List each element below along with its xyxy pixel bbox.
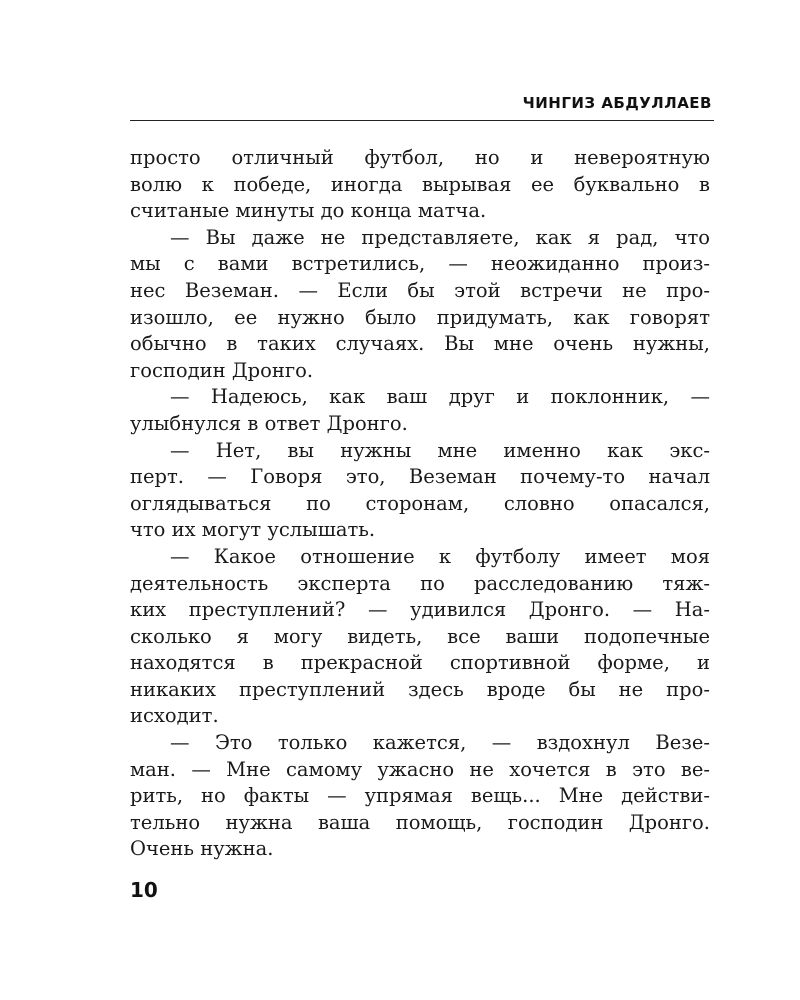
text-line: тельно нужна ваша помощь, господин Дронго. — [130, 810, 710, 834]
text-line: — Вы даже не представляете, как я рад, что — [170, 225, 710, 249]
text-line: исходит. — [130, 704, 219, 728]
text-line: Очень нужна. — [130, 837, 274, 861]
running-header — [130, 92, 714, 121]
text-line: считаные минуты до конца матча. — [130, 199, 487, 223]
text-line: господин Дронго. — [130, 358, 314, 382]
body-text — [130, 145, 710, 863]
text-line: сколько я могу видеть, все ваши подопечные — [130, 624, 710, 648]
text-line: ман. — Мне самому ужасно не хочется в это ве- — [130, 757, 710, 781]
text-line: нес Веземан. — Если бы этой встречи не про- — [130, 278, 710, 302]
text-line: изошло, ее нужно было придумать, как говорят — [130, 305, 710, 329]
text-line: просто отличный футбол, но и невероятную — [130, 146, 710, 169]
text-line: оглядываться по сторонам, словно опасался, — [130, 491, 710, 515]
text-line: ких преступлений? — удивился Дронго. — На- — [130, 598, 710, 622]
text-line: волю к победе, иногда вырывая ее буквально в — [130, 172, 710, 196]
text-line: улыбнулся в ответ Дронго. — [130, 411, 408, 435]
text-line: обычно в таких случаях. Вы мне очень нужны, — [130, 332, 710, 356]
text-line: — Надеюсь, как ваш друг и поклонник, — — [170, 385, 710, 409]
text-line: перт. — Говоря это, Веземан почему-то начал — [130, 465, 710, 489]
text-line: находятся в прекрасной спортивной форме, и — [130, 651, 710, 675]
text-line: мы с вами встретились, — неожиданно произ- — [130, 252, 710, 276]
header-author: ЧИНГИЗ АБДУЛЛАЕВ — [522, 94, 712, 112]
page-number: 10 — [130, 878, 158, 902]
text-line: — Нет, вы нужны мне именно как экс- — [170, 438, 710, 462]
text-line: рить, но факты — упрямая вещь... Мне действи- — [130, 784, 710, 808]
text-line: никаких преступлений здесь вроде бы не про- — [130, 677, 710, 701]
text-line: — Это только кажется, — вздохнул Везе- — [170, 731, 710, 755]
text-line: деятельность эксперта по расследованию тяж- — [130, 571, 710, 595]
text-line: что их могут услышать. — [130, 518, 376, 542]
text-line: — Какое отношение к футболу имеет моя — [170, 544, 710, 568]
